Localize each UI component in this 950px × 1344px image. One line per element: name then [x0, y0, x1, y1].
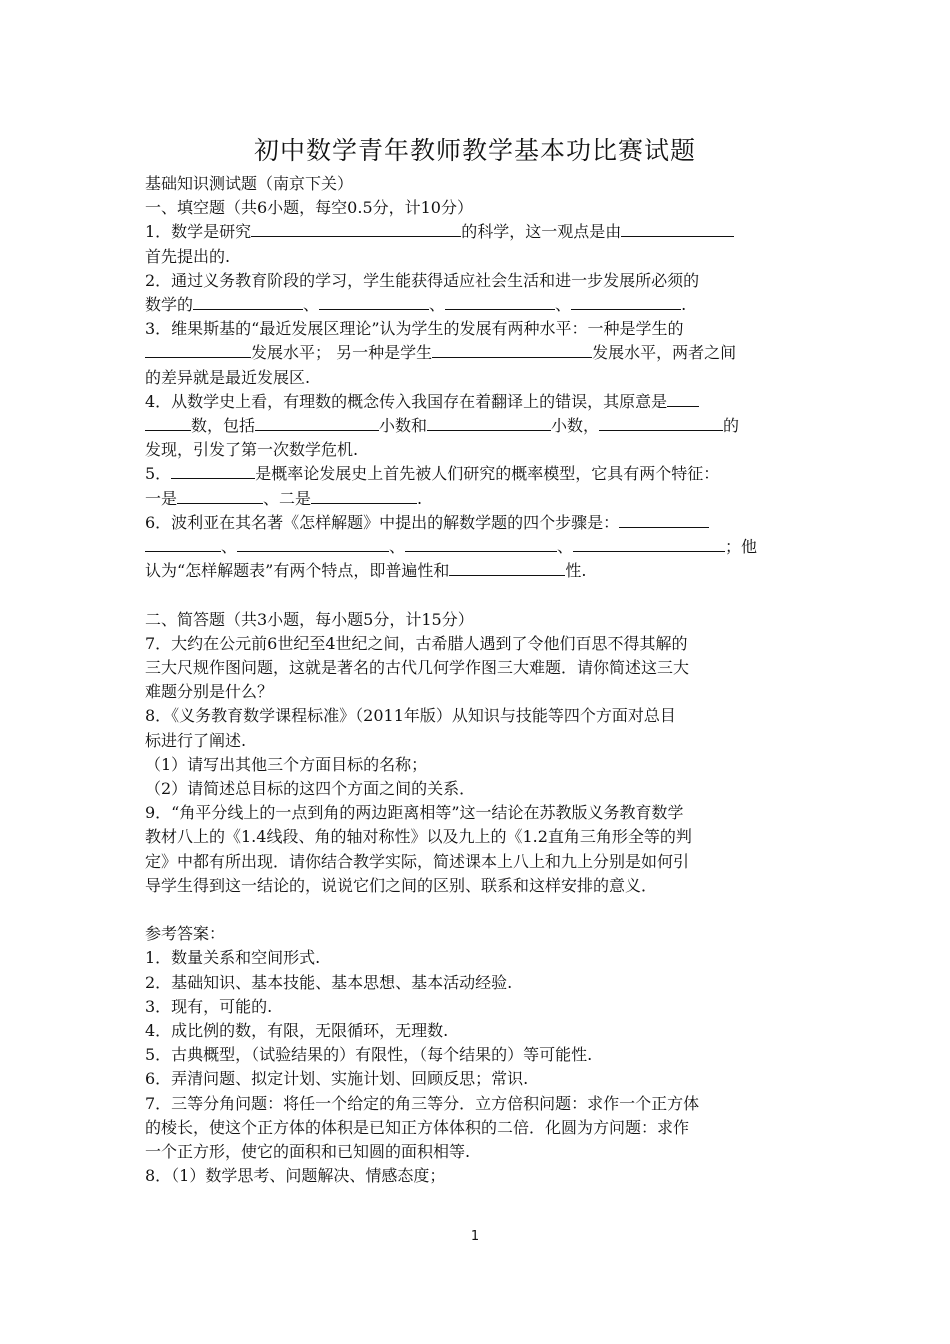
blank — [599, 416, 723, 431]
blank — [319, 295, 429, 310]
blank — [145, 343, 251, 358]
blank — [193, 295, 303, 310]
blank — [251, 222, 461, 237]
blank — [405, 537, 557, 552]
blank — [432, 343, 592, 358]
answers-heading: 参考答案： — [145, 924, 226, 944]
question-2: 2．通过义务教育阶段的学习，学生能获得适应社会生活和进一步发展所必须的 — [145, 270, 700, 290]
blank — [145, 416, 191, 431]
blank — [667, 392, 699, 407]
answer-line: 一个正方形，使它的面积和已知圆的面积相等. — [145, 1142, 471, 1162]
answer-line: 4．成比例的数，有限，无限循环，无理数. — [145, 1021, 449, 1041]
page-number: 1 — [470, 1229, 480, 1244]
blank — [427, 416, 551, 431]
answer-line: 6．弄清问题、拟定计划、实施计划、回顾反思；常识. — [145, 1069, 529, 1089]
question-2-cont: 数学的 、 、 、 . — [145, 295, 687, 315]
question-7-line: 7．大约在公元前6世纪至4世纪之间，古希腊人遇到了令他们百思不得其解的 — [145, 633, 688, 653]
question-1-cont: 首先提出的. — [145, 246, 231, 266]
question-3: 3．维果斯基的“最近发展区理论”认为学生的发展有两种水平：一种是学生的 — [145, 319, 684, 339]
question-4: 4．从数学史上看，有理数的概念传入我国存在着翻译上的错误，其原意是 — [145, 390, 809, 414]
blank — [449, 561, 565, 576]
answer-line: 3．现有，可能的. — [145, 996, 273, 1016]
question-6: 6．波利亚在其名著《怎样解题》中提出的解数学题的四个步骤是： — [145, 511, 809, 535]
blank — [571, 295, 681, 310]
blank — [619, 513, 709, 528]
question-9-line: 导学生得到这一结论的，说说它们之间的区别、联系和这样安排的意义． — [145, 875, 658, 895]
blank — [255, 416, 379, 431]
blank — [145, 537, 221, 552]
question-4-end: 发现，引发了第一次数学危机. — [145, 440, 359, 460]
blank — [445, 295, 555, 310]
question-6-cont: 、 、 、 ；他 — [145, 535, 809, 559]
document-body — [145, 172, 809, 1189]
question-8-line: 8．《义务教育数学课程标准》（2011年版）从知识与技能等四个方面对总目 — [145, 706, 676, 726]
question-4-cont: 数，包括 小数和 小数， 的 — [145, 414, 809, 438]
question-5: 5． 是概率论发展史上首先被人们研究的概率模型，它具有两个特征： — [145, 464, 720, 484]
question-7-line: 难题分别是什么？ — [145, 682, 274, 702]
question-6-end: 认为“怎样解题表”有两个特点，即普遍性和 性. — [145, 561, 587, 581]
question-3-cont: 发展水平； 另一种是学生 发展水平，两者之间 — [145, 341, 809, 365]
subtitle: 基础知识测试题（南京下关） — [145, 174, 354, 193]
section2-heading: 二、简答题（共3小题，每小题5分，计15分） — [145, 609, 474, 629]
question-5-cont: 一是 、二是 . — [145, 488, 423, 508]
blank — [237, 537, 389, 552]
question-3-end: 的差异就是最近发展区. — [145, 367, 311, 387]
question-8-line: （2）请简述总目标的这四个方面之间的关系． — [145, 779, 476, 799]
question-9-line: 9．“角平分线上的一点到角的两边距离相等”这一结论在苏教版义务教育数学 — [145, 803, 684, 823]
blank — [311, 489, 417, 504]
question-8-line: （1）请写出其他三个方面目标的名称； — [145, 754, 428, 774]
page-title: 初中数学青年教师教学基本功比赛试题 — [253, 136, 696, 165]
question-9-line: 教材八上的《1.4线段、角的轴对称性》以及九上的《1.2直角三角形全等的判 — [145, 827, 692, 847]
answer-line: 7．三等分角问题：将任一个给定的角三等分．立方倍积问题：求作一个正方体 — [145, 1093, 700, 1113]
question-7-line: 三大尺规作图问题，这就是著名的古代几何学作图三大难题．请你简述这三大 — [145, 658, 690, 678]
answer-line: 2．基础知识、基本技能、基本思想、基本活动经验. — [145, 972, 513, 992]
answer-line: 8．（1）数学思考、问题解决、情感态度； — [145, 1166, 446, 1186]
blank — [171, 464, 255, 479]
question-9-line: 定》中都有所出现．请你结合教学实际，简述课本上八上和九上分别是如何引 — [145, 851, 690, 871]
question-1: 1．数学是研究 的科学，这一观点是由 — [145, 220, 809, 244]
section1-heading: 一、填空题（共6小题，每空0.5分，计10分） — [145, 198, 473, 218]
blank — [573, 537, 725, 552]
blank — [621, 222, 734, 237]
question-8-line: 标进行了阐述. — [145, 730, 247, 750]
blank — [177, 489, 263, 504]
answer-line: 5．古典概型，（试验结果的）有限性，（每个结果的）等可能性. — [145, 1045, 593, 1065]
answer-line: 的棱长，使这个正方体的体积是已知正方体体积的二倍．化圆为方问题：求作 — [145, 1117, 690, 1137]
answer-line: 1．数量关系和空间形式. — [145, 948, 321, 968]
